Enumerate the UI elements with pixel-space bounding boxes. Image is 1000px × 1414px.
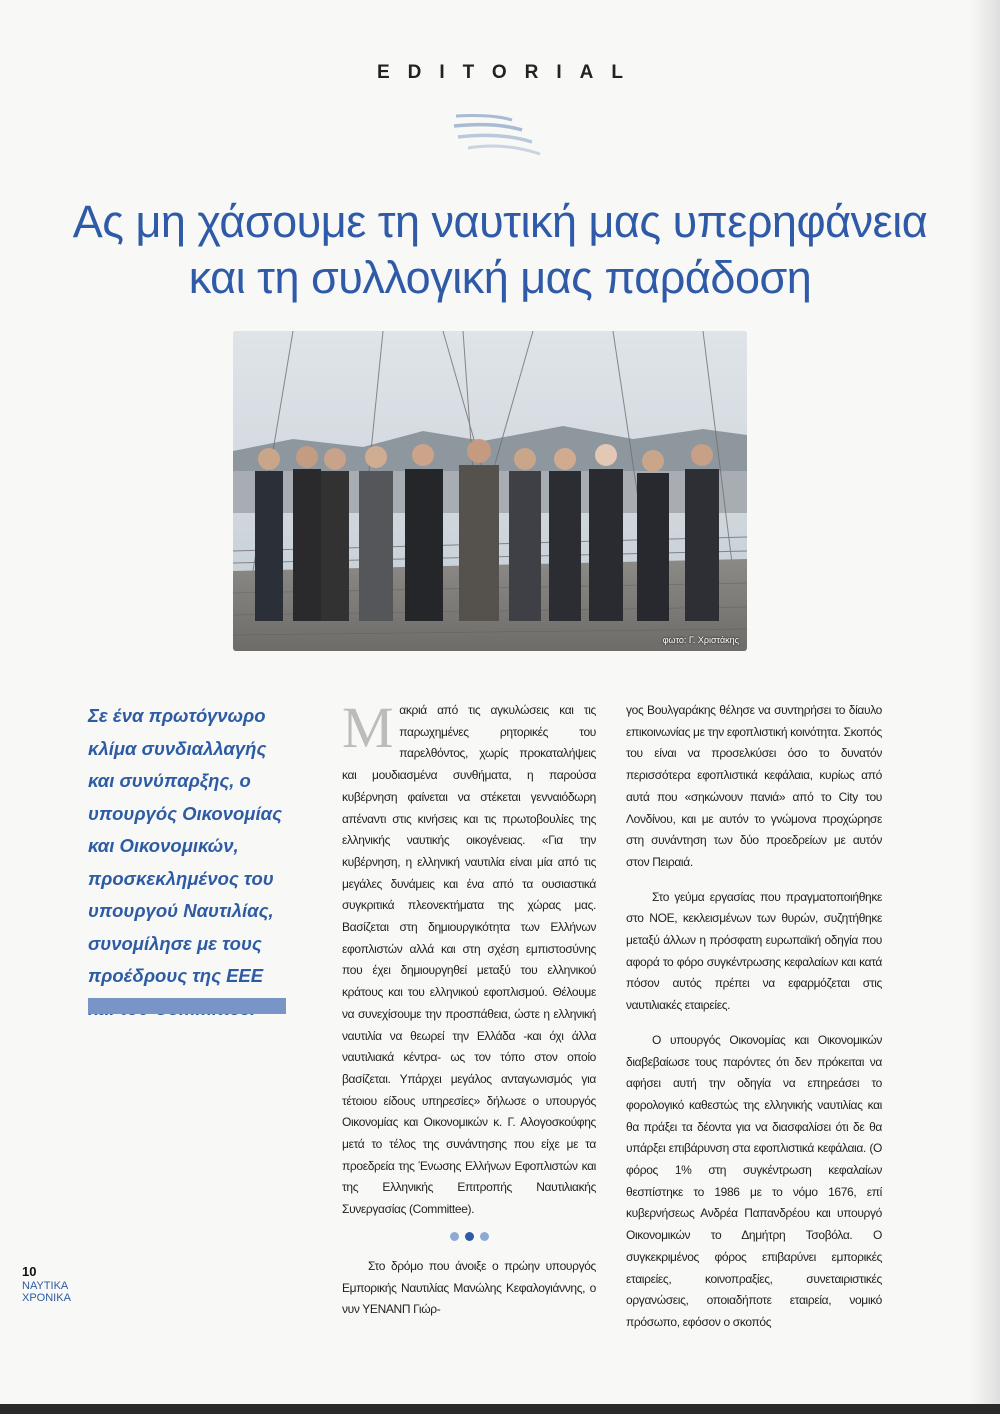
section-label: EDITORIAL bbox=[376, 62, 642, 83]
magazine-name-line-2: ΧΡΟΝΙΚΑ bbox=[22, 1292, 71, 1304]
group-photo bbox=[233, 331, 747, 651]
magazine-name bbox=[22, 1280, 71, 1304]
photo-credit: φωτο: Γ. Χριστάκης bbox=[662, 635, 739, 645]
headline-line-2: και τη συλλογική μας παράδοση bbox=[188, 252, 812, 303]
lead-paragraph: Σε ένα πρωτόγνωρο κλίμα συνδιαλλαγής και συνύπαρξης, ο υπουργός Οικονομίας και Οικονομικών, προσκεκλημένος του υπουργού Ναυτιλίας, συνομίλησε με τους προέδρους της ΕΕΕ bbox=[88, 705, 282, 986]
article-column-2 bbox=[626, 700, 882, 1334]
bottom-scan-band bbox=[0, 1404, 1000, 1414]
article-paragraph-2: Στο δρόμο που άνοιξε ο πρώην υπουργός Εμπορικής Ναυτιλίας Μανώλης Κεφαλογιάννης, ο νυν ΥΕΝΑΝΠ Γιώρ- bbox=[342, 1258, 596, 1317]
separator-dot bbox=[450, 1232, 459, 1241]
article-paragraph-4: Στο γεύμα εργασίας που πραγματοποιήθηκε στο ΝΟΕ, κεκλεισμένων των θυρών, συζητήθηκε μεταξύ άλλων η πρόσφατη ευρωπαϊκή οδηγία που αφορά το φόρο συγκέντρωσης κεφαλαίων και κατά πόσον αυτός πρέπει να εφαρμόζεται στις ναυτιλιακές εταιρείες. bbox=[626, 889, 882, 1013]
separator-dot bbox=[480, 1232, 489, 1241]
wave-logo-icon bbox=[452, 110, 542, 156]
magazine-name-line-1: ΝΑΥΤΙΚΑ bbox=[22, 1280, 69, 1292]
article-column-1 bbox=[342, 695, 596, 1321]
headline-line-1: Ας μη χάσουμε τη ναυτική μας υπερηφάνεια bbox=[72, 196, 928, 247]
separator-dots bbox=[342, 1227, 596, 1243]
article-paragraph-5: Ο υπουργός Οικονομίας και Οικονομικών διαβεβαίωσε τους παρόντες ότι δεν πρόκειται να αφήσει αυτή την οδηγία να επηρεάσει το φορολογικό καθεστώς της ελληνικής ναυτιλίας και θα πράξει τα δέοντα για να διασφαλίσει ότι δε θα υπάρξει επιβάρυνση στα εφοπλιστικά κεφάλαια. (Ο φόρος 1% στη συγκέντρωση κεφαλαίων θεσπίστηκε το 1986 με το νόμο 1676, επί κυβερνήσεως Ανδρέα Παπανδρέου και υπουργό Οικονομικών το Δημήτρη Τσοβόλα. Ο συγκεκριμένος φόρος επιβαρύνει εμπορικές εταιρείες, κοινοπραξίες, συνεταιριστικές οργανώσεις, οποιαδήποτε εταιρεία, νομικό πρόσωπο, εφόσον ο σκοπός bbox=[626, 1032, 882, 1329]
headline bbox=[0, 194, 1000, 306]
drop-cap: Μ bbox=[342, 695, 394, 760]
article-paragraph-3: γος Βουλγαράκης θέλησε να συντηρήσει το δίαυλο επικοινωνίας με την εφοπλιστική κοινότητα. Σκοπός του είναι να προσελκύσει όσο το δυνατόν περισσότερα εφοπλιστικά κεφάλαια, κυρίως από αυτά που «σηκώνουν πανιά» από το City του Λονδίνου, και με αυτόν το γνώμονα προχώρησε στη συνάντηση των δύο προεδρείων με αυτόν στον Πειραιά. bbox=[626, 703, 882, 869]
lead-accent-bar bbox=[88, 998, 286, 1014]
page-number: 10 bbox=[22, 1264, 37, 1279]
article-paragraph-1: ακριά από τις αγκυλώσεις και τις παρωχημένες ρητορικές του παρελθόντος, χωρίς προκαταλήψεις και μουδιασμένα συνθήματα, η παρούσα κυβέρνηση φαίνεται να στέκεται γενναιόδωρη απέναντι στις κινήσεις και τις πρωτοβουλίες της ελληνικής ναυτικής οικογένειας. «Για την κυβέρνηση, η ελληνική ναυτιλία είναι μία από τις μεγάλες δυνάμεις και ένα από τα ουσιαστικά συγκριτικά πλεονεκτήματα της χώρας μας. Βασίζεται στη δημιουργικότητα των Ελλήνων εφοπλιστών αλλά και στη σχέση εμπιστοσύνης που έχει δημιουργηθεί μεταξύ του ελληνικού κράτους και του ελληνικού εφοπλισμού. Θέλουμε να συνεχίσουμε την προσπάθεια, ώστε η ελληνική ναυτιλία να θεωρεί την Ελλάδα -και όχι άλλα ναυτιλιακά κέντρα- ως τον τόπο στον οποίο βασίζεται. Υπάρχει μεγάλος ανταγωνισμός για τέτοιου είδους υπηρεσίες» δήλωσε ο υπουργός Οικονομίας και Οικονομικών κ. Γ. Αλογοσκούφης μετά το τέλος της συνάντησης που είχε με τα προεδρεία της Ένωσης Ελλήνων Εφοπλιστών και της Ελληνικής Επιτροπής Ναυτιλιακής Συνεργασίας (Committee). bbox=[342, 703, 596, 1217]
group-photo-illustration bbox=[233, 331, 747, 651]
separator-dot bbox=[465, 1232, 474, 1241]
